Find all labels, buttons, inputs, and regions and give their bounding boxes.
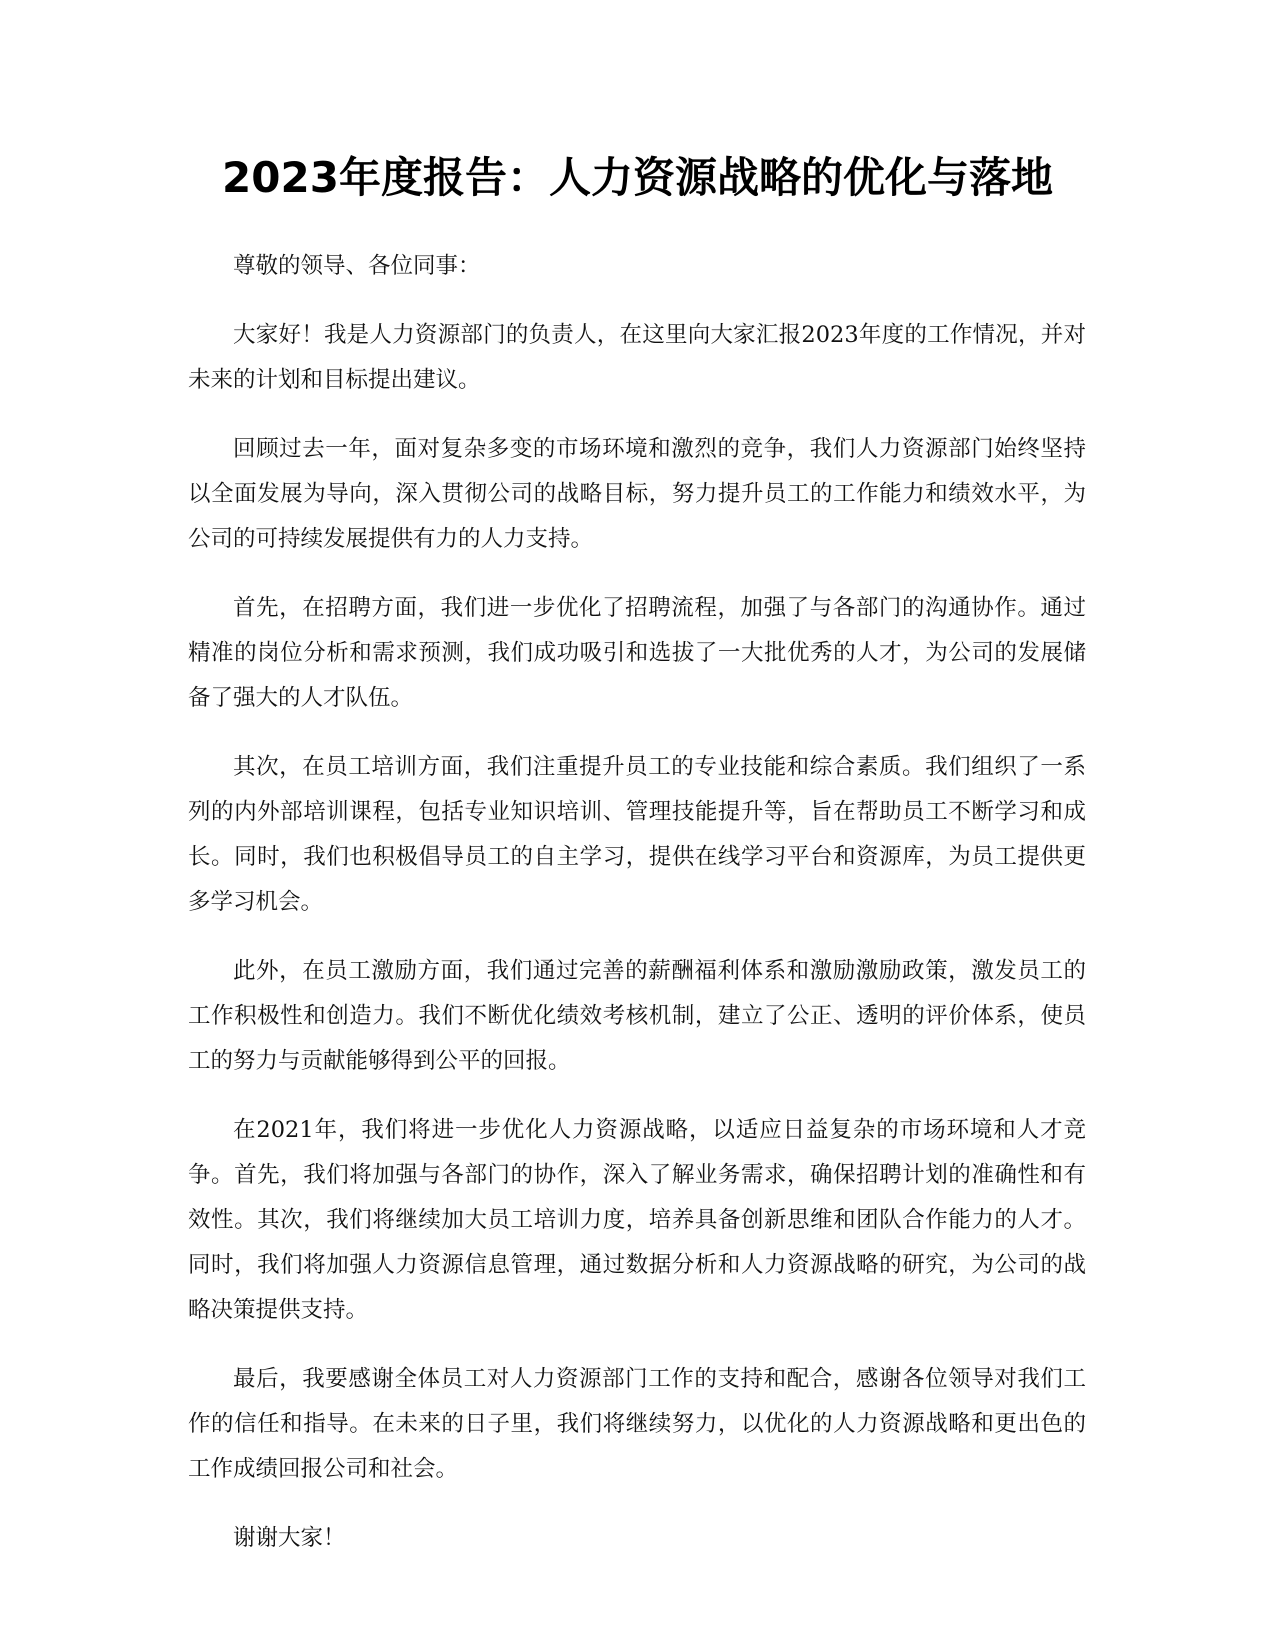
recruitment-paragraph: 首先，在招聘方面，我们进一步优化了招聘流程，加强了与各部门的沟通协作。通过精准的岗位分析和需求预测，我们成功吸引和选拔了一大批优秀的人才，为公司的发展储备了强大的人才队伍。	[188, 595, 1086, 711]
intro-paragraph: 大家好！我是人力资源部门的负责人，在这里向大家汇报2023年度的工作情况，并对未来的计划和目标提出建议。	[188, 322, 1086, 393]
review-paragraph: 回顾过去一年，面对复杂多变的市场环境和激烈的竞争，我们人力资源部门始终坚持以全面发展为导向，深入贯彻公司的战略目标，努力提升员工的工作能力和绩效水平，为公司的可持续发展提供有力的人力支持。	[188, 436, 1086, 552]
training-paragraph: 其次，在员工培训方面，我们注重提升员工的专业技能和综合素质。我们组织了一系列的内外部培训课程，包括专业知识培训、管理技能提升等，旨在帮助员工不断学习和成长。同时，我们也积极倡导员工的自主学习，提供在线学习平台和资源库，为员工提供更多学习机会。	[188, 754, 1086, 915]
plan-paragraph: 在2021年，我们将进一步优化人力资源战略，以适应日益复杂的市场环境和人才竞争。首先，我们将加强与各部门的协作，深入了解业务需求，确保招聘计划的准确性和有效性。其次，我们将继续加大员工培训力度，培养具备创新思维和团队合作能力的人才。同时，我们将加强人力资源信息管理，通过数据分析和人力资源战略的研究，为公司的战略决策提供支持。	[188, 1117, 1086, 1323]
thanks-paragraph: 最后，我要感谢全体员工对人力资源部门工作的支持和配合，感谢各位领导对我们工作的信任和指导。在未来的日子里，我们将继续努力，以优化的人力资源战略和更出色的工作成绩回报公司和社会。	[188, 1366, 1086, 1482]
greeting-paragraph: 尊敬的领导、各位同事：	[233, 253, 481, 279]
document-body	[188, 244, 1086, 1585]
closing-paragraph: 谢谢大家！	[233, 1525, 346, 1551]
document-title: 2023年度报告：人力资源战略的优化与落地	[222, 153, 1053, 202]
incentive-paragraph: 此外，在员工激励方面，我们通过完善的薪酬福利体系和激励激励政策，激发员工的工作积极性和创造力。我们不断优化绩效考核机制，建立了公正、透明的评价体系，使员工的努力与贡献能够得到公平的回报。	[188, 958, 1086, 1074]
